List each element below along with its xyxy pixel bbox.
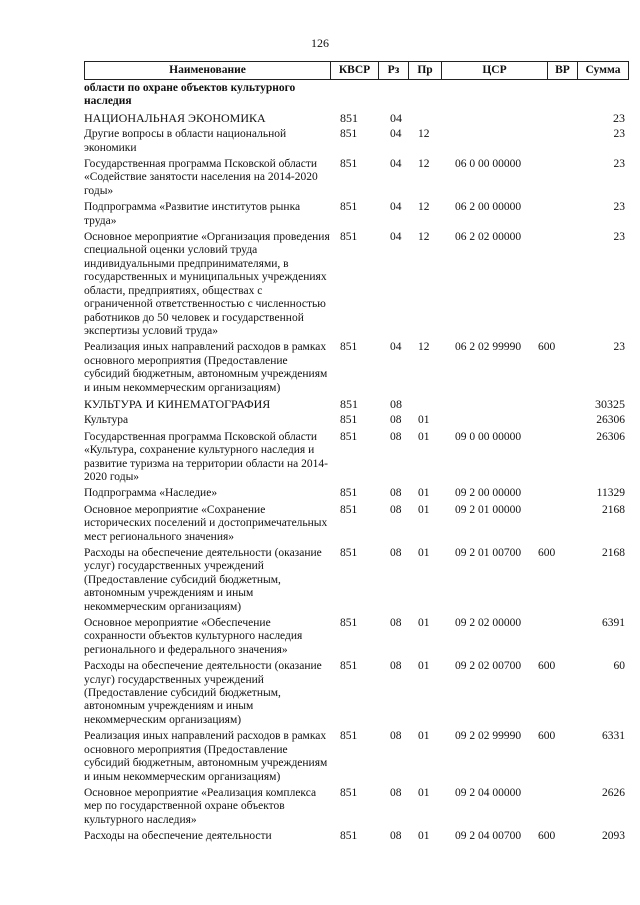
row-csr: 09 2 02 00700	[455, 660, 522, 673]
row-rz: 04	[390, 201, 402, 214]
row-kvsr: 851	[340, 786, 358, 799]
row-pr: 01	[418, 414, 430, 427]
table-row	[84, 431, 629, 485]
row-name: Культура	[84, 414, 129, 427]
row-sum: 11329	[596, 487, 625, 500]
row-kvsr: 851	[340, 503, 358, 516]
row-csr: 06 2 02 99990	[455, 341, 522, 354]
row-kvsr: 851	[340, 487, 358, 500]
row-rz: 08	[390, 396, 402, 411]
row-name: Государственная программа Псковской области «Культура, сохранение культурного наследия и развитие туризма на территории области на 2014-2020 годы»	[84, 430, 328, 483]
row-vr: 600	[538, 730, 556, 743]
row-csr: 06 0 00 00000	[455, 158, 522, 171]
header-sum: Сумма	[585, 64, 621, 76]
table-row	[84, 158, 629, 198]
table-row	[84, 830, 629, 843]
row-rz: 04	[390, 158, 402, 171]
row-sum: 23	[613, 201, 625, 214]
row-sum: 2093	[602, 830, 625, 843]
row-name: КУЛЬТУРА И КИНЕМАТОГРАФИЯ	[84, 396, 271, 411]
row-sum: 30325	[595, 396, 625, 411]
row-rz: 08	[390, 503, 402, 516]
row-kvsr: 851	[340, 110, 358, 125]
row-kvsr: 851	[340, 730, 358, 743]
row-sum: 23	[613, 158, 625, 171]
table-row	[84, 128, 629, 155]
row-rz: 04	[390, 110, 402, 125]
row-kvsr: 851	[340, 617, 358, 630]
row-sum: 23	[613, 231, 625, 244]
row-pr: 01	[418, 730, 430, 743]
row-name: Реализация иных направлений расходов в рамках основного мероприятия (Предоставление субсидий бюджетным, автономным учреждениям и иным некоммерческим организациям)	[84, 341, 328, 394]
row-pr: 01	[418, 487, 430, 500]
row-rz: 04	[390, 128, 402, 141]
row-pr: 12	[418, 231, 430, 244]
page-number: 126	[311, 36, 329, 50]
row-kvsr: 851	[340, 341, 358, 354]
row-name: Реализация иных направлений расходов в рамках основного мероприятия (Предоставление субсидий бюджетным, автономным учреждениям и иным некоммерческим организациям)	[84, 730, 328, 783]
row-sum: 2168	[602, 503, 625, 516]
row-vr: 600	[538, 547, 556, 559]
row-pr: 01	[418, 786, 430, 799]
row-name: НАЦИОНАЛЬНАЯ ЭКОНОМИКА	[84, 110, 266, 125]
table-row	[84, 341, 629, 395]
row-name: Расходы на обеспечение деятельности (оказание услуг) государственных учреждений (Предоставление субсидий бюджетным, автономным учреждениям и иным некоммерческим организациям)	[84, 547, 322, 613]
row-sum: 6391	[602, 617, 625, 630]
table-row	[84, 201, 629, 228]
table-row	[84, 414, 629, 427]
row-sum: 2168	[602, 547, 625, 559]
row-csr: 09 2 04 00000	[455, 786, 522, 799]
row-csr: 09 2 00 00000	[455, 487, 522, 500]
row-name: Основное мероприятие «Сохранение исторических поселений и достопримечательных мест регионального значения»	[84, 503, 328, 543]
row-kvsr: 851	[340, 660, 358, 673]
header-pr: Пр	[409, 62, 442, 79]
row-name: Основное мероприятие «Организация проведения специальной оценки условий труда индивидуальными предпринимателями, в государственных и муниципальных учреждениях области, предприятиях, обществах с ограниченной ответственностью с численностью работников до 50 человек и государственной экспертизы условий труда»	[84, 231, 330, 337]
row-pr: 01	[418, 617, 430, 630]
table-row	[84, 82, 629, 109]
row-pr: 01	[418, 830, 430, 843]
row-sum: 60	[613, 660, 625, 673]
table-row	[84, 398, 629, 411]
row-rz: 08	[390, 730, 402, 743]
row-vr: 600	[538, 660, 556, 673]
table-body	[84, 82, 629, 844]
row-sum: 2626	[602, 786, 625, 799]
row-rz: 08	[390, 414, 402, 427]
row-name: Основное мероприятие «Обеспечение сохранности объектов культурного наследия регионального и федерального значения»	[84, 617, 303, 656]
row-kvsr: 851	[340, 128, 358, 141]
row-rz: 08	[390, 547, 402, 559]
row-sum: 23	[613, 110, 625, 125]
row-pr: 01	[418, 547, 430, 559]
row-rz: 08	[390, 617, 402, 630]
row-rz: 08	[390, 660, 402, 673]
table-row	[84, 112, 629, 125]
row-sum: 26306	[596, 414, 625, 427]
row-pr: 01	[418, 430, 430, 443]
row-name: Подпрограмма «Развитие институтов рынка труда»	[84, 201, 301, 227]
row-csr: 06 2 00 00000	[455, 201, 522, 214]
row-pr: 01	[418, 503, 430, 516]
row-name: Расходы на обеспечение деятельности (оказание услуг) государственных учреждений (Предоставление субсидий бюджетным, автономным учреждениям и иным некоммерческим организациям)	[84, 660, 322, 726]
row-pr: 12	[418, 201, 430, 214]
header-csr: ЦСР	[442, 62, 548, 79]
row-csr: 06 2 02 00000	[455, 231, 522, 244]
row-kvsr: 851	[340, 201, 358, 214]
row-csr: 09 2 01 00700	[455, 547, 522, 559]
row-csr: 09 0 00 00000	[455, 430, 522, 443]
row-pr: 12	[418, 341, 430, 354]
table-row	[84, 660, 629, 727]
row-csr: 09 2 02 99990	[455, 730, 522, 743]
row-csr: 09 2 01 00000	[455, 503, 522, 516]
row-rz: 08	[390, 487, 402, 500]
row-rz: 04	[390, 231, 402, 244]
row-csr: 09 2 02 00000	[455, 617, 522, 630]
row-csr: 09 2 04 00700	[455, 830, 522, 843]
header-vr: ВР	[548, 62, 578, 79]
header-kvsr: КВСР	[331, 62, 379, 79]
row-rz: 08	[390, 786, 402, 799]
row-name: Расходы на обеспечение деятельности	[84, 830, 272, 843]
row-kvsr: 851	[340, 231, 358, 244]
row-pr: 12	[418, 128, 430, 141]
table-row	[84, 730, 629, 784]
table-row	[84, 231, 629, 338]
row-kvsr: 851	[340, 547, 358, 559]
row-kvsr: 851	[340, 396, 358, 411]
row-kvsr: 851	[340, 414, 358, 427]
row-name: Другие вопросы в области национальной экономики	[84, 128, 287, 154]
row-kvsr: 851	[340, 158, 358, 171]
table-row	[84, 617, 629, 657]
row-sum: 23	[613, 128, 625, 141]
budget-table	[84, 61, 629, 844]
table-row	[84, 787, 629, 827]
row-rz: 04	[390, 341, 402, 354]
row-pr: 01	[418, 660, 430, 673]
table-row	[84, 487, 629, 500]
row-pr: 12	[418, 158, 430, 171]
row-vr: 600	[538, 341, 556, 354]
row-sum: 26306	[596, 430, 625, 443]
row-kvsr: 851	[340, 430, 358, 443]
row-name: Государственная программа Псковской области «Содействие занятости населения на 2014-2020 годы»	[84, 158, 318, 197]
row-rz: 08	[390, 830, 402, 843]
table-row	[84, 504, 629, 544]
row-name: Основное мероприятие «Реализация комплекса мер по государственной охране объектов культурного наследия»	[84, 786, 317, 826]
header-name: Наименование	[85, 62, 331, 79]
row-sum: 23	[613, 341, 625, 354]
row-kvsr: 851	[340, 830, 358, 843]
table-row	[84, 547, 629, 614]
header-rz: Рз	[379, 62, 409, 79]
table-header	[84, 61, 629, 80]
row-vr: 600	[538, 830, 556, 843]
row-rz: 08	[390, 430, 402, 443]
row-name: Подпрограмма «Наследие»	[84, 487, 218, 500]
row-name: области по охране объектов культурного наследия	[84, 82, 296, 108]
row-sum: 6331	[602, 730, 625, 743]
